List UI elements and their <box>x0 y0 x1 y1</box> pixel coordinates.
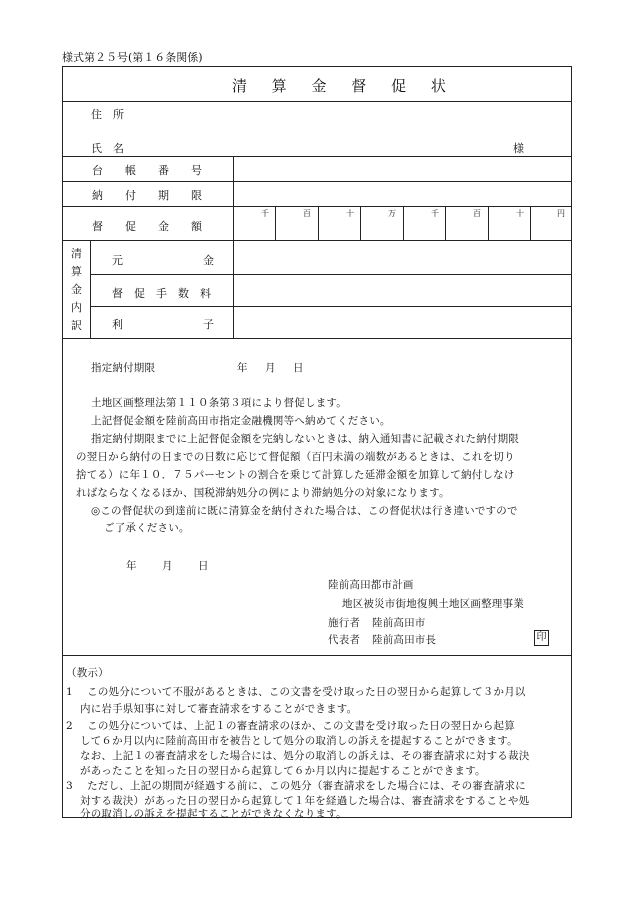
dunning-amount-label: 督 促 金 額 <box>92 220 202 233</box>
notice-paragraph-7: ◎この督促状の到達前に既に清算金を納付された場合は、この督促状は行き違いですので <box>91 505 518 517</box>
form-number: 様式第２５号(第１６条関係) <box>62 51 203 64</box>
issue-month: 月 <box>162 560 173 572</box>
address-label: 住 所 <box>91 108 124 121</box>
ledger-number-label: 台 帳 番 号 <box>92 164 202 177</box>
notice-paragraph-4: の翌日から納付の日までの日数に応じて督促額（百円未満の端数があるときは、これを切り <box>76 451 515 463</box>
unit-man: 万 <box>388 209 396 218</box>
instruction-line-9: 分の取消しの訴えを提起することができなくなります。 <box>80 808 347 820</box>
notice-paragraph-1: 土地区画整理法第１１０条第３項により督促します。 <box>91 397 347 409</box>
notice-paragraph-5: 捨てる）に年１０．７５パーセントの割合を乗じて計算した延滞金額を加算して納付しなけ <box>76 469 515 481</box>
instruction-line-4: して６か月以内に陸前高田市を被告として処分の取消しの訴えを提起することができます。 <box>80 735 518 747</box>
unit-ten-man: 十 <box>346 209 354 218</box>
seal-icon: 印 <box>534 630 549 646</box>
breakdown-side-char-2: 算 <box>71 265 82 278</box>
interest-label-b: 子 <box>203 318 214 331</box>
unit-ten: 十 <box>516 209 524 218</box>
breakdown-side-char-1: 清 <box>71 247 82 260</box>
breakdown-side-char-4: 内 <box>71 301 82 314</box>
notice-paragraph-8: ご了承ください。 <box>104 522 190 534</box>
designated-deadline-label: 指定納付期限 <box>91 362 156 374</box>
notice-paragraph-2: 上記督促金額を陸前高田市指定金融機関等へ納めてください。 <box>91 415 391 427</box>
breakdown-side-char-5: 訳 <box>71 319 82 332</box>
principal-label-a: 元 <box>112 254 123 267</box>
breakdown-side-char-3: 金 <box>71 283 82 296</box>
unit-hundred-man: 百 <box>303 209 311 218</box>
instruction-line-7: 3 ただし、上記の期間が経過する前に、この処分（審査請求をした場合には、その審査請求に <box>66 780 526 792</box>
issue-day: 日 <box>198 560 209 572</box>
deadline-day: 日 <box>293 362 304 374</box>
unit-hundred: 百 <box>473 209 481 218</box>
representative-label: 代表者 <box>328 634 361 646</box>
unit-thousand: 千 <box>431 209 439 218</box>
unit-yen: 円 <box>557 209 565 218</box>
interest-label-a: 利 <box>112 318 123 331</box>
instruction-line-5: なお、上記１の審査請求をした場合には、処分の取消しの訴えは、その審査請求に対する裁決 <box>80 750 530 762</box>
representative-value: 陸前高田市長 <box>372 634 437 646</box>
deadline-year: 年 <box>237 362 248 374</box>
executor-value: 陸前高田市 <box>372 617 426 629</box>
instruction-heading: （教示） <box>66 667 109 679</box>
project-line-1: 陸前高田都市計画 <box>328 579 414 591</box>
instruction-line-6: があったことを知った日の翌日から起算して６か月以内に提起することができます。 <box>80 765 486 777</box>
issue-year: 年 <box>126 560 137 572</box>
unit-thousand-man: 千 <box>261 209 269 218</box>
deadline-month: 月 <box>265 362 276 374</box>
project-line-2: 地区被災市街地復興土地区画整理事業 <box>342 598 524 610</box>
honorific: 様 <box>513 142 524 155</box>
instruction-line-3: 2 この処分については、上記１の審査請求のほか、この文書を受け取った日の翌日から起算 <box>66 720 515 732</box>
executor-label: 施行者 <box>328 617 361 629</box>
name-label: 氏 名 <box>91 142 124 155</box>
notice-paragraph-6: ればならなくなるほか、国税滞納処分の例により滞納処分の対象になります。 <box>76 487 450 499</box>
page-title: 清 算 金 督 促 状 <box>232 77 456 95</box>
payment-deadline-label: 納 付 期 限 <box>92 189 202 202</box>
instruction-line-1: 1 この処分について不服があるときは、この文書を受け取った日の翌日から起算して３か月以 <box>66 686 526 698</box>
instruction-line-2: 内に岩手県知事に対して審査請求をすることができます。 <box>80 703 358 715</box>
principal-label-b: 金 <box>203 254 214 267</box>
fee-label: 督 促 手 数 料 <box>112 287 211 300</box>
notice-paragraph-3: 指定納付期限までに上記督促金額を完納しないときは、納入通知書に記載された納付期限 <box>91 433 519 445</box>
instruction-line-8: 対する裁決）があった日の翌日から起算して１年を経過した場合は、審査請求をすることや処 <box>80 795 530 807</box>
